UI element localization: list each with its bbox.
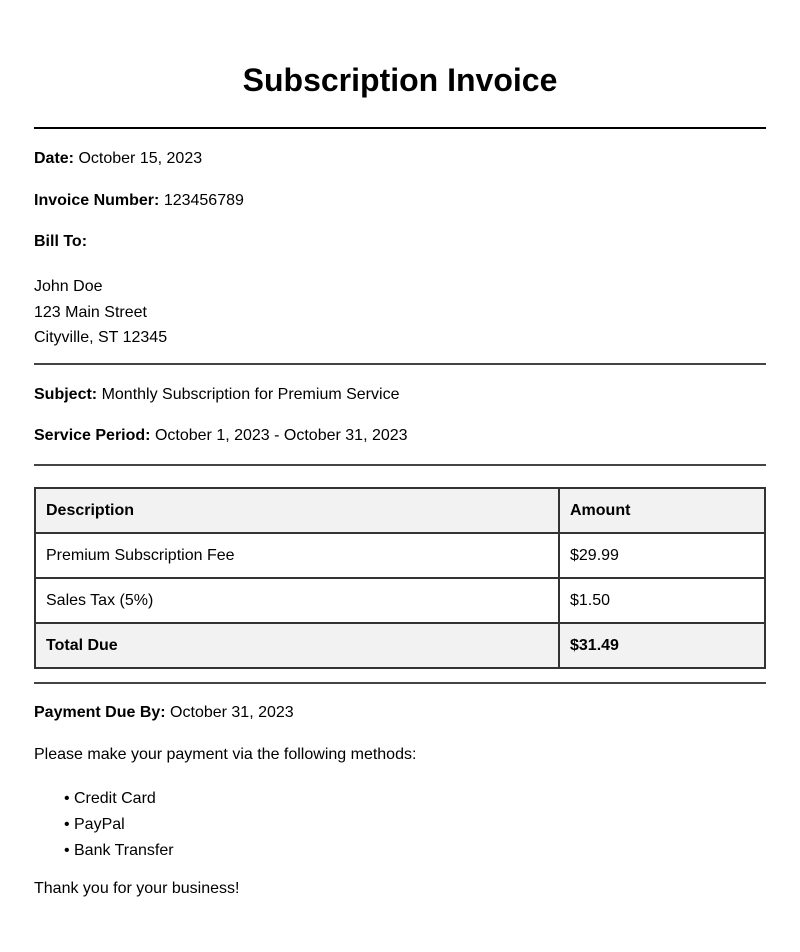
list-item: • Credit Card (64, 786, 174, 812)
invoice-number-value: 123456789 (163, 192, 244, 209)
subject-value: Monthly Subscription for Premium Service (101, 386, 400, 403)
date-label: Date: (34, 150, 75, 167)
date-value: October 15, 2023 (78, 150, 203, 167)
total-label: Total Due (35, 623, 559, 668)
subject-label: Subject: (34, 386, 98, 403)
thank-you-note: Thank you for your business! (34, 880, 240, 897)
total-row (35, 623, 765, 668)
table-header-row (35, 488, 765, 533)
service-period-label: Service Period: (34, 427, 151, 444)
bill-to-label: Bill To: (34, 233, 88, 250)
billing-address (34, 274, 167, 351)
street-address: 123 Main Street (34, 303, 147, 321)
total-amount: $31.49 (559, 623, 765, 668)
amount-header: Amount (559, 488, 765, 533)
city-state-zip: Cityville, ST 12345 (34, 329, 168, 346)
subject-divider (34, 464, 766, 466)
billing-divider (34, 363, 766, 365)
row-description: Premium Subscription Fee (35, 533, 559, 578)
service-period-value: October 1, 2023 - October 31, 2023 (154, 427, 408, 444)
list-item: • PayPal (64, 812, 174, 838)
payment-methods-list (64, 786, 174, 864)
customer-name: John Doe (34, 278, 103, 295)
invoice-number-label: Invoice Number: (34, 192, 160, 209)
table-divider (34, 682, 766, 684)
row-amount: $29.99 (559, 533, 765, 578)
line-items-table (34, 487, 766, 669)
payment-instructions: Please make your payment via the following methods: (34, 746, 417, 763)
payment-due-label: Payment Due By: (34, 704, 166, 721)
payment-due-value: October 31, 2023 (170, 704, 294, 721)
description-header: Description (35, 488, 559, 533)
header-divider (34, 127, 766, 129)
bill-to-line (34, 232, 87, 252)
table-row (35, 533, 765, 578)
date-line (34, 149, 202, 169)
list-item: • Bank Transfer (64, 838, 174, 864)
row-description: Sales Tax (5%) (35, 578, 559, 623)
row-amount: $1.50 (559, 578, 765, 623)
payment-due-line (34, 703, 294, 723)
page-title: Subscription Invoice (242, 62, 558, 98)
service-period-line (34, 426, 408, 446)
table-row (35, 578, 765, 623)
subject-line (34, 385, 399, 405)
invoice-number-line (34, 191, 244, 211)
